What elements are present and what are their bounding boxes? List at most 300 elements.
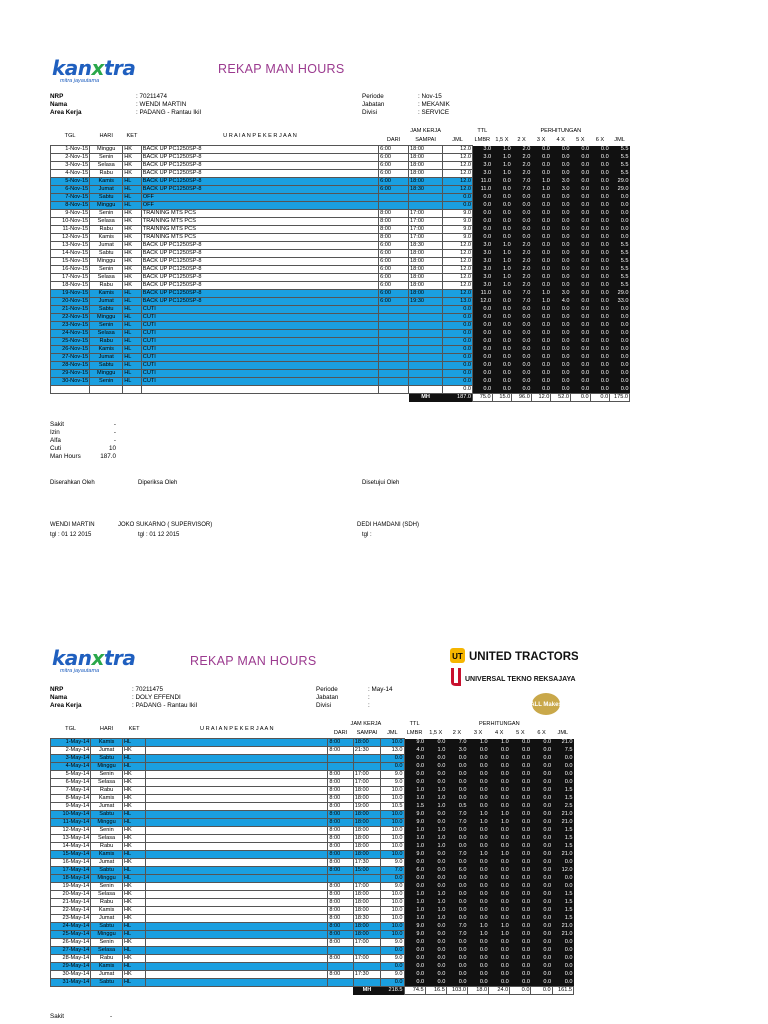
- hari-cell: Kamis: [91, 739, 123, 747]
- x5-cell: 0.0: [571, 250, 591, 258]
- summary-value: 187.0: [100, 453, 116, 460]
- dari-cell: 6:00: [379, 282, 409, 290]
- x4-cell: 0.0: [551, 266, 571, 274]
- tgl-cell: 6-May-14: [51, 779, 91, 787]
- x15-cell: 1.0: [492, 274, 512, 282]
- x2-cell: 0.0: [512, 354, 532, 362]
- total-x6: 0.0: [590, 394, 610, 402]
- sampai-cell: [409, 322, 443, 330]
- x4-cell: 0.0: [551, 386, 571, 394]
- x3-cell: 0.0: [531, 154, 551, 162]
- total-cell: 0.0: [552, 755, 573, 763]
- table-row: [51, 194, 630, 202]
- table-row: [51, 939, 574, 947]
- x4-cell: 0.0: [551, 250, 571, 258]
- tgl-cell: 29-Nov-15: [51, 370, 90, 378]
- lmbr-cell: 3.0: [473, 266, 493, 274]
- tgl-cell: 13-May-14: [51, 835, 91, 843]
- periode-value: : Nov-15: [418, 93, 442, 100]
- x4-cell: 0.0: [489, 747, 510, 755]
- tgl-cell: 12-Nov-15: [51, 234, 90, 242]
- x15-cell: 0.0: [492, 378, 512, 386]
- table-row: [51, 258, 630, 266]
- x2-cell: 0.0: [446, 787, 467, 795]
- table-row: [51, 779, 574, 787]
- jml-cell: 9.0: [381, 859, 404, 867]
- dari-cell: 8:00: [328, 931, 353, 939]
- total-x3: 18.0: [467, 987, 488, 995]
- tgl-cell: [51, 386, 90, 394]
- table-row: [51, 851, 574, 859]
- x6-cell: 0.0: [590, 330, 610, 338]
- x15-cell: 1.0: [425, 899, 446, 907]
- ket-cell: HL: [123, 290, 142, 298]
- total-cell: 21.0: [552, 819, 573, 827]
- x4-cell: 0.0: [551, 322, 571, 330]
- hari-cell: Selasa: [90, 330, 123, 338]
- x15-cell: 0.0: [425, 763, 446, 771]
- dari-cell: 8:00: [328, 915, 353, 923]
- total-x2: 103.0: [446, 987, 467, 995]
- uraian-cell: [146, 875, 328, 883]
- ket-cell: HK: [123, 242, 142, 250]
- x6-cell: 0.0: [531, 819, 552, 827]
- x15-cell: 0.0: [492, 322, 512, 330]
- x3-cell: 0.0: [467, 947, 488, 955]
- uraian-cell: [141, 386, 378, 394]
- x6-cell: 0.0: [531, 979, 552, 987]
- ut-name-text: UNITED TRACTORS: [469, 651, 578, 663]
- dari-cell: [379, 330, 409, 338]
- x5-cell: 0.0: [510, 835, 531, 843]
- lmbr-cell: 3.0: [473, 170, 493, 178]
- table-row: [51, 915, 574, 923]
- signer-name-1: WENDI MARTIN: [50, 522, 95, 528]
- period-info-labels-2: [316, 686, 338, 710]
- total-cell: 5.5: [610, 154, 630, 162]
- uraian-cell: [146, 971, 328, 979]
- tgl-cell: 9-Nov-15: [51, 210, 90, 218]
- sampai-cell: 18:30: [409, 242, 443, 250]
- divisi-label: Divisi: [362, 109, 378, 116]
- x15-cell: 1.0: [492, 242, 512, 250]
- header-5x: 5 X: [576, 137, 585, 144]
- x6-cell: 0.0: [531, 747, 552, 755]
- lmbr-cell: 0.0: [404, 971, 425, 979]
- x3-cell: 1.0: [467, 923, 488, 931]
- table-row: [51, 907, 574, 915]
- x3-cell: 0.0: [531, 346, 551, 354]
- x4-cell: 0.0: [551, 210, 571, 218]
- tgl-cell: 21-Nov-15: [51, 306, 90, 314]
- lmbr-cell: 1.0: [404, 891, 425, 899]
- tgl-cell: 25-May-14: [51, 931, 91, 939]
- x4-cell: 0.0: [489, 779, 510, 787]
- jml-cell: 9.0: [443, 218, 473, 226]
- uraian-cell: TRAINING MTS PCS: [141, 210, 378, 218]
- ket-cell: HK: [123, 250, 142, 258]
- x2-cell: 0.0: [446, 779, 467, 787]
- sampai-cell: 17:30: [353, 859, 381, 867]
- jml-cell: 10.0: [381, 907, 404, 915]
- summary-row: [50, 445, 130, 453]
- hari-cell: Minggu: [90, 202, 123, 210]
- dari-cell: 8:00: [328, 819, 353, 827]
- x6-cell: 0.0: [590, 218, 610, 226]
- employee-info-left-2: [50, 686, 82, 710]
- x6-cell: 0.0: [590, 250, 610, 258]
- lmbr-cell: 1.0: [404, 787, 425, 795]
- hari-cell: Rabu: [91, 955, 123, 963]
- x5-cell: 0.0: [571, 274, 591, 282]
- uraian-cell: BACK UP PC1250SP-8: [141, 250, 378, 258]
- table-row: [51, 771, 574, 779]
- hari-cell: Senin: [91, 827, 123, 835]
- dari-cell: 8:00: [328, 867, 353, 875]
- diserahkan-label: Diserahkan Oleh: [50, 480, 95, 486]
- hari-cell: Kamis: [90, 290, 123, 298]
- sampai-cell: 17:00: [353, 883, 381, 891]
- sampai-cell: [409, 202, 443, 210]
- sampai-cell: [409, 378, 443, 386]
- uraian-cell: BACK UP PC1250SP-8: [141, 154, 378, 162]
- total-x5: 0.0: [571, 394, 591, 402]
- dari-cell: 8:00: [328, 843, 353, 851]
- x2-cell: 0.0: [512, 322, 532, 330]
- x4-cell: 0.0: [551, 362, 571, 370]
- jml-cell: 9.0: [381, 971, 404, 979]
- total-cell: 5.5: [610, 274, 630, 282]
- header-jml-total: JML: [557, 730, 569, 737]
- dari-cell: 8:00: [328, 939, 353, 947]
- x6-cell: 0.0: [531, 915, 552, 923]
- jml-cell: 10.0: [381, 931, 404, 939]
- hari-cell: Rabu: [90, 338, 123, 346]
- x3-cell: 0.0: [531, 258, 551, 266]
- jml-cell: 0.0: [443, 202, 473, 210]
- x3-cell: 0.0: [467, 787, 488, 795]
- uraian-cell: [146, 947, 328, 955]
- x5-cell: 0.0: [571, 242, 591, 250]
- x2-cell: 2.0: [512, 258, 532, 266]
- tgl-cell: 28-May-14: [51, 955, 91, 963]
- x2-cell: 0.0: [446, 843, 467, 851]
- x5-cell: 0.0: [510, 883, 531, 891]
- total-cell: 0.0: [552, 763, 573, 771]
- sampai-cell: 18:00: [409, 170, 443, 178]
- uraian-cell: [146, 827, 328, 835]
- ket-cell: HL: [122, 867, 145, 875]
- sampai-cell: [353, 763, 381, 771]
- x4-cell: 0.0: [551, 154, 571, 162]
- table-row: [51, 931, 574, 939]
- header-6x: 6 X: [595, 137, 605, 144]
- dari-cell: 6:00: [379, 242, 409, 250]
- total-cell: 0.0: [552, 971, 573, 979]
- x6-cell: 0.0: [590, 186, 610, 194]
- lmbr-cell: 3.0: [473, 258, 493, 266]
- total-cell: 0.0: [552, 955, 573, 963]
- lmbr-cell: 0.0: [404, 771, 425, 779]
- tgl-cell: 10-Nov-15: [51, 218, 90, 226]
- x6-cell: 0.0: [590, 226, 610, 234]
- x5-cell: 0.0: [571, 386, 591, 394]
- tgl-cell: 16-May-14: [51, 859, 91, 867]
- x2-cell: 0.0: [512, 210, 532, 218]
- x4-cell: 0.0: [551, 370, 571, 378]
- sampai-cell: [409, 194, 443, 202]
- ket-cell: HK: [122, 771, 145, 779]
- x15-cell: 1.0: [425, 747, 446, 755]
- jml-cell: 0.0: [381, 979, 404, 987]
- table-row: [51, 314, 630, 322]
- dari-cell: [328, 947, 353, 955]
- lmbr-cell: 0.0: [473, 314, 493, 322]
- x4-cell: 0.0: [551, 338, 571, 346]
- x2-cell: 0.0: [446, 795, 467, 803]
- jml-cell: 12.0: [443, 146, 473, 154]
- uraian-cell: BACK UP PC1250SP-8: [141, 266, 378, 274]
- x2-cell: 0.0: [446, 939, 467, 947]
- table-row: [51, 875, 574, 883]
- hari-cell: Sabtu: [90, 362, 123, 370]
- x4-cell: 3.0: [551, 290, 571, 298]
- x4-cell: 0.0: [551, 258, 571, 266]
- ket-cell: HK: [122, 835, 145, 843]
- lmbr-cell: 11.0: [473, 186, 493, 194]
- x2-cell: 6.0: [446, 867, 467, 875]
- table-row: [51, 250, 630, 258]
- header-ttl: TTL: [409, 721, 420, 727]
- divisi-label-2: Divisi: [316, 702, 332, 709]
- dari-cell: [328, 763, 353, 771]
- header-jam-kerja: JAM KERJA: [410, 128, 441, 134]
- table-row: [51, 378, 630, 386]
- hari-cell: Senin: [91, 771, 123, 779]
- lmbr-cell: 3.0: [473, 146, 493, 154]
- uraian-cell: CUTI: [141, 306, 378, 314]
- x6-cell: 0.0: [590, 386, 610, 394]
- x3-cell: 0.0: [531, 234, 551, 242]
- x15-cell: 0.0: [425, 819, 446, 827]
- tgl-cell: 3-Nov-15: [51, 162, 90, 170]
- uraian-cell: [146, 963, 328, 971]
- hari-cell: Kamis: [91, 795, 123, 803]
- ket-cell: HK: [122, 899, 145, 907]
- x2-cell: 2.0: [512, 274, 532, 282]
- ket-cell: HK: [123, 218, 142, 226]
- x15-cell: 1.0: [492, 266, 512, 274]
- x5-cell: 0.0: [510, 747, 531, 755]
- header-jam-kerja: JAM KERJA: [350, 721, 382, 727]
- sampai-cell: 18:00: [409, 258, 443, 266]
- x6-cell: 0.0: [590, 170, 610, 178]
- x4-cell: 0.0: [551, 194, 571, 202]
- total-cell: 1.5: [552, 907, 573, 915]
- nama-label-2: Nama: [50, 694, 68, 701]
- total-x15: 15.0: [492, 394, 512, 402]
- dari-cell: [379, 338, 409, 346]
- ket-cell: HK: [122, 827, 145, 835]
- tgl-cell: 2-May-14: [51, 747, 91, 755]
- sampai-cell: 17:00: [353, 779, 381, 787]
- tgl-cell: 5-May-14: [51, 771, 91, 779]
- x3-cell: 1.0: [467, 739, 488, 747]
- lmbr-cell: 0.0: [473, 354, 493, 362]
- uraian-cell: BACK UP PC1250SP-8: [141, 258, 378, 266]
- total-label: MH: [409, 394, 443, 402]
- uraian-cell: CUTI: [141, 370, 378, 378]
- x2-cell: 0.0: [512, 338, 532, 346]
- summary-value: -: [113, 421, 116, 428]
- x3-cell: 0.0: [467, 859, 488, 867]
- table-row: [51, 330, 630, 338]
- x15-cell: 0.0: [425, 971, 446, 979]
- x4-cell: 0.0: [489, 827, 510, 835]
- summary-row: [50, 421, 130, 429]
- x6-cell: 0.0: [531, 779, 552, 787]
- lmbr-cell: 3.0: [473, 250, 493, 258]
- uraian-cell: BACK UP PC1250SP-8: [141, 242, 378, 250]
- lmbr-cell: 1.5: [404, 803, 425, 811]
- jml-cell: 12.0: [443, 170, 473, 178]
- x3-cell: 0.0: [531, 354, 551, 362]
- x3-cell: 1.0: [531, 178, 551, 186]
- x3-cell: 1.0: [467, 851, 488, 859]
- x6-cell: 0.0: [531, 843, 552, 851]
- hari-cell: Kamis: [91, 963, 123, 971]
- hari-cell: Minggu: [90, 314, 123, 322]
- ket-cell: HL: [122, 963, 145, 971]
- hari-cell: [90, 386, 123, 394]
- hari-cell: Kamis: [91, 907, 123, 915]
- sampai-cell: [409, 306, 443, 314]
- uraian-cell: [146, 771, 328, 779]
- x15-cell: 0.0: [425, 939, 446, 947]
- uraian-cell: CUTI: [141, 338, 378, 346]
- x2-cell: 0.0: [446, 963, 467, 971]
- dari-cell: [328, 963, 353, 971]
- x3-cell: 0.0: [531, 266, 551, 274]
- x4-cell: 0.0: [551, 274, 571, 282]
- uraian-cell: [146, 891, 328, 899]
- summary-sakit-2: Sakit -: [50, 1013, 113, 1020]
- x15-cell: 1.0: [425, 835, 446, 843]
- tgl-cell: 9-May-14: [51, 803, 91, 811]
- lmbr-cell: 12.0: [473, 298, 493, 306]
- sampai-cell: [353, 979, 381, 987]
- table-row: [51, 282, 630, 290]
- total-jml2: 175.0: [610, 394, 630, 402]
- lmbr-cell: 0.0: [404, 763, 425, 771]
- x6-cell: 0.0: [531, 803, 552, 811]
- sampai-cell: 18:00: [409, 154, 443, 162]
- table-row: [51, 955, 574, 963]
- tgl-cell: 20-Nov-15: [51, 298, 90, 306]
- header-tgl: TGL: [64, 132, 76, 139]
- jml-cell: 9.0: [443, 210, 473, 218]
- x5-cell: 0.0: [510, 971, 531, 979]
- x2-cell: 0.0: [512, 306, 532, 314]
- x5-cell: 0.0: [571, 282, 591, 290]
- lmbr-cell: 0.0: [473, 322, 493, 330]
- lmbr-cell: 1.0: [404, 835, 425, 843]
- x5-cell: 0.0: [510, 803, 531, 811]
- ket-cell: HK: [122, 955, 145, 963]
- total-cell: 29.0: [610, 290, 630, 298]
- sampai-cell: 18:00: [353, 835, 381, 843]
- lmbr-cell: 3.0: [473, 154, 493, 162]
- x5-cell: 0.0: [571, 322, 591, 330]
- jml-cell: 10.0: [381, 851, 404, 859]
- table-row: [51, 202, 630, 210]
- x3-cell: 0.0: [531, 226, 551, 234]
- dari-cell: 8:00: [328, 803, 353, 811]
- x3-cell: 0.0: [467, 883, 488, 891]
- x5-cell: 0.0: [510, 795, 531, 803]
- jml-cell: 9.0: [443, 226, 473, 234]
- x6-cell: 0.0: [590, 194, 610, 202]
- x4-cell: 0.0: [489, 755, 510, 763]
- x3-cell: 0.0: [531, 362, 551, 370]
- ket-cell: HL: [123, 354, 142, 362]
- area-value-2: : PADANG - Rantau Ikil: [132, 702, 197, 709]
- tgl-cell: 4-Nov-15: [51, 170, 90, 178]
- header-1-5x: 1,5 X: [495, 137, 509, 144]
- x4-cell: 0.0: [489, 803, 510, 811]
- hari-cell: Selasa: [91, 947, 123, 955]
- sampai-cell: 18:00: [353, 923, 381, 931]
- dari-cell: 6:00: [379, 178, 409, 186]
- sampai-cell: 18:00: [409, 274, 443, 282]
- dari-cell: 8:00: [328, 747, 353, 755]
- header-jml: JML: [452, 137, 463, 143]
- sampai-cell: [353, 947, 381, 955]
- total-cell: 1.5: [552, 843, 573, 851]
- lmbr-cell: 0.0: [404, 883, 425, 891]
- hari-cell: Senin: [90, 322, 123, 330]
- x6-cell: 0.0: [590, 338, 610, 346]
- lmbr-cell: 3.0: [473, 162, 493, 170]
- table-row: [51, 178, 630, 186]
- x2-cell: 7.0: [446, 851, 467, 859]
- sampai-cell: 18:00: [353, 891, 381, 899]
- x3-cell: 0.0: [467, 803, 488, 811]
- lmbr-cell: 0.0: [404, 755, 425, 763]
- x4-cell: 0.0: [489, 835, 510, 843]
- dari-cell: [379, 362, 409, 370]
- x4-cell: 0.0: [551, 330, 571, 338]
- uraian-cell: CUTI: [141, 354, 378, 362]
- divisi-value-2: :: [368, 702, 370, 709]
- x2-cell: 0.0: [512, 226, 532, 234]
- jml-cell: 10.5: [381, 803, 404, 811]
- timesheet-table-nov-15: [50, 127, 630, 402]
- x3-cell: 0.0: [531, 242, 551, 250]
- x5-cell: 0.0: [571, 170, 591, 178]
- x5-cell: 0.0: [510, 891, 531, 899]
- summary-label: Sakit: [50, 421, 64, 428]
- header-dari: DARI: [386, 137, 401, 143]
- total-cell: 0.0: [610, 218, 630, 226]
- table-row: [51, 923, 574, 931]
- ket-cell: HL: [123, 370, 142, 378]
- hari-cell: Jumat: [90, 242, 123, 250]
- sampai-cell: 18:00: [353, 851, 381, 859]
- sampai-cell: 18:00: [409, 266, 443, 274]
- lmbr-cell: 9.0: [404, 819, 425, 827]
- table-row: [51, 835, 574, 843]
